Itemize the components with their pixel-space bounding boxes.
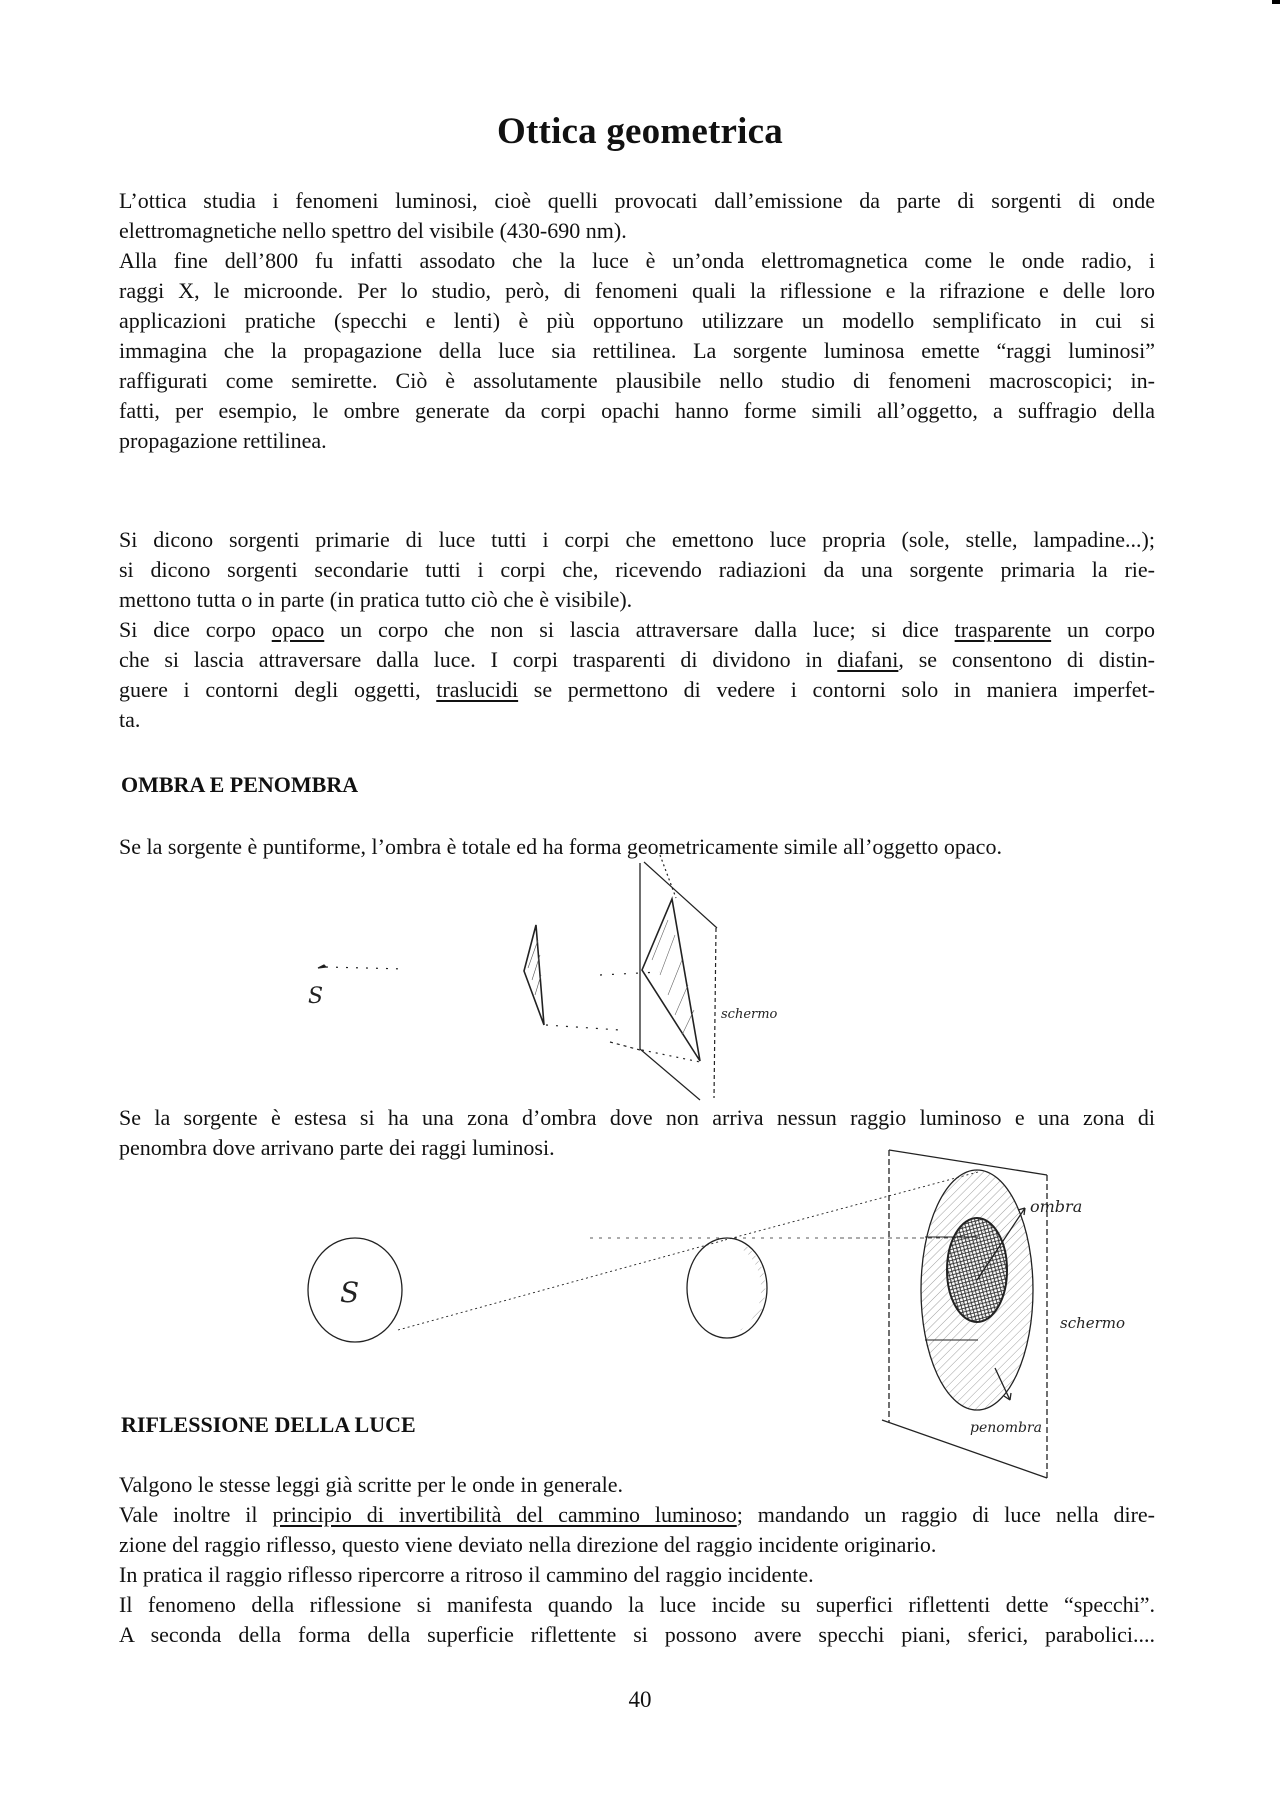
section-heading-riflessione: RIFLESSIONE DELLA LUCE	[121, 1412, 416, 1437]
source-label: S	[308, 984, 324, 1009]
text-line: Si dicono sorgenti primarie di luce tutti i corpi che emettono luce propria (sole, stelle, lampadine...);	[119, 527, 1155, 552]
text-fragment: un corpo	[1051, 617, 1155, 642]
text-fragment: , se consentono di distin-	[898, 647, 1155, 672]
text-line: elettromagnetiche nello spettro del visibile (430-690 nm).	[119, 218, 627, 243]
text-fragment: ; mandando un raggio di luce nella dire-	[736, 1502, 1156, 1527]
text-fragment: un corpo che non si lascia attraversare dalla luce; si dice	[324, 617, 955, 642]
text-line: immagina che la propagazione della luce sia rettilinea. La sorgente luminosa emette “raggi luminosi”	[119, 338, 1155, 363]
text-fragment: Vale inoltre il	[119, 1502, 273, 1527]
text-line: penombra dove arrivano parte dei raggi luminosi.	[119, 1135, 555, 1160]
text-line: Se la sorgente è estesa si ha una zona d’ombra dove non arriva nessun raggio luminoso e una zona di	[119, 1105, 1155, 1130]
text-fragment: Si dice corpo	[119, 617, 272, 642]
text-fragment: che si lascia attraversare dalla luce. I corpi trasparenti di dividono in	[119, 647, 838, 672]
term-diafani: diafani	[837, 647, 899, 672]
penumbra-label: penombra	[970, 1420, 1042, 1436]
text-line: propagazione rettilinea.	[119, 428, 327, 453]
text-fragment: guere i contorni degli oggetti,	[119, 677, 437, 702]
umbra-region	[947, 1218, 1007, 1322]
text-line: zione del raggio riflesso, questo viene deviato nella direzione del raggio incidente originario.	[119, 1532, 937, 1557]
source-label: S	[340, 1276, 360, 1309]
text-line: applicazioni pratiche (specchi e lenti) è più opportuno utilizzare un modello semplificato in cui si	[119, 308, 1155, 333]
screen-label: schermo	[721, 1007, 778, 1022]
text-line: Il fenomeno della riflessione si manifesta quando la luce incide su superfici riflettenti dette “specchi”.	[119, 1592, 1155, 1617]
text-line: raggi X, le microonde. Per lo studio, però, di fenomeni quali la riflessione e la rifrazione e delle loro	[119, 278, 1155, 303]
text-line: ta.	[119, 707, 141, 732]
text-line	[119, 1500, 1155, 1530]
reflection-paragraph	[119, 1470, 1155, 1650]
text-line: mettono tutta o in parte (in pratica tutto ciò che è visibile).	[119, 587, 633, 612]
text-line: si dicono sorgenti secondarie tutti i corpi che, ricevendo radiazioni da una sorgente primaria la rie-	[119, 557, 1155, 582]
page-number: 40	[628, 1687, 652, 1712]
term-opaco: opaco	[271, 617, 325, 642]
page-title: Ottica geometrica	[497, 111, 783, 152]
light-ray	[398, 1240, 725, 1330]
text-line: Valgono le stesse leggi già scritte per le onde in generale.	[119, 1472, 623, 1497]
term-invertibilita: principio di invertibilità del cammino luminoso	[272, 1502, 737, 1527]
text-line: raffigurati come semirette. Ciò è assolutamente plausibile nello studio di fenomeni macroscopici; in-	[119, 368, 1155, 393]
text-line: Alla fine dell’800 fu infatti assodato che la luce è un’onda elettromagnetica come le onde radio, i	[119, 248, 1155, 273]
text-line: Se la sorgente è puntiforme, l’ombra è totale ed ha forma geometricamente simile all’oggetto opaco.	[119, 834, 1002, 859]
opaque-sphere	[687, 1238, 767, 1338]
umbra-label: ombra	[1030, 1197, 1083, 1216]
text-line: A seconda della forma della superficie riflettente si possono avere specchi piani, sferici, parabolici....	[119, 1622, 1155, 1647]
term-traslucidi: traslucidi	[436, 677, 519, 702]
text-line: L’ottica studia i fenomeni luminosi, cioè quelli provocati dall’emissione da parte di sorgenti di onde	[119, 188, 1155, 213]
term-trasparente: trasparente	[954, 617, 1052, 642]
section-heading-ombra: OMBRA E PENOMBRA	[121, 772, 359, 797]
text-line: In pratica il raggio riflesso ripercorre a ritroso il cammino del raggio incidente.	[119, 1562, 814, 1587]
text-fragment: se permettono di vedere i contorni solo in maniera imperfet-	[518, 677, 1156, 702]
screen-label: schermo	[1060, 1314, 1126, 1332]
text-line: fatti, per esempio, le ombre generate da corpi opachi hanno forme simili all’oggetto, a suffragio della	[119, 398, 1155, 423]
